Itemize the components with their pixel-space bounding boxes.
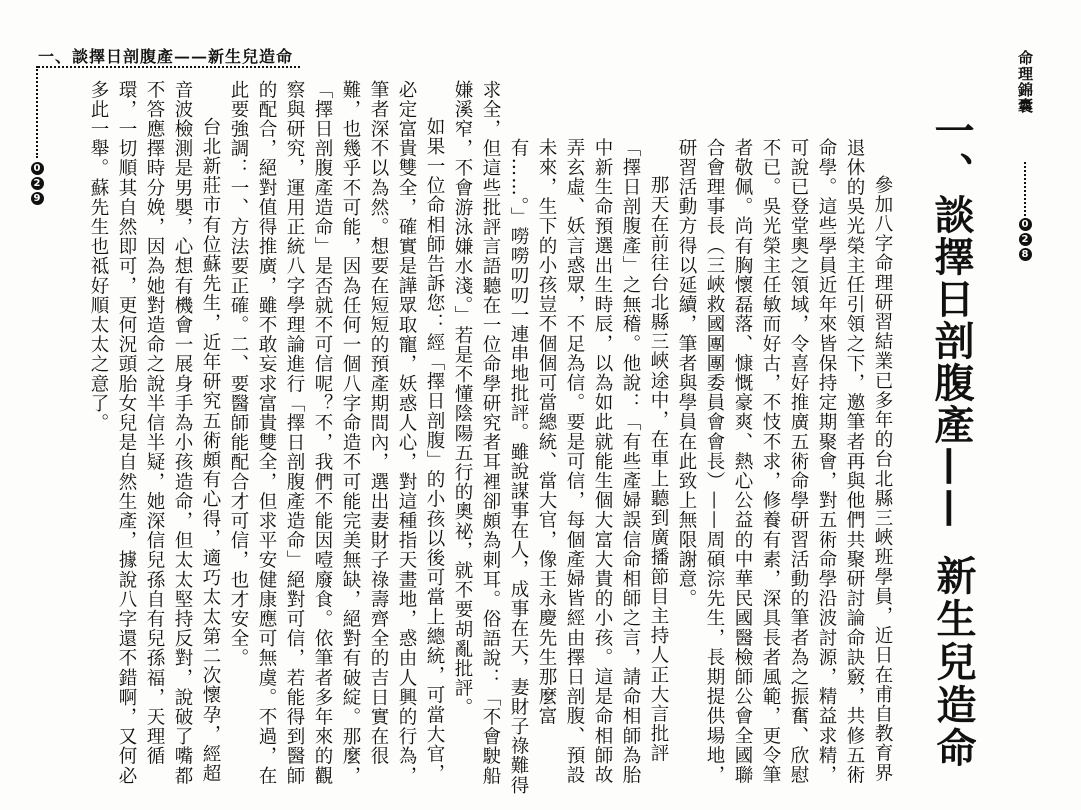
paragraph: 台北新莊市有位蘇先生，近年研究五術頗有心得，適巧太太第二次懷孕，經超音波檢測是男嬰，心想有機會一展身手為小孩造命，但太太堅持反對，說破了嘴都不答應擇時分娩，因為她對造命之說半信半疑，她深信兒孫自有兒孫福，天理循環，一切順其自然即可，更何況頭胎女兒是自然生產，據說八字還不錯啊，又何必多此一舉。蘇先生也祗好順太太之意了。 bbox=[88, 80, 221, 786]
chapter-subtitle: 新生兒造命 bbox=[930, 555, 977, 770]
right-page-body bbox=[508, 138, 896, 798]
left-page-body bbox=[66, 80, 504, 798]
chapter-title-dash: —— bbox=[928, 446, 975, 530]
dotted-divider-right bbox=[1024, 162, 1026, 224]
paragraph: 求全，但這些批評言語聽在一位命學研究者耳裡卻頗為刺耳。俗語說：「不會駛船嫌溪窄，不會游泳嫌水淺。」若是不懂陰陽五行的奧祕，就不要胡亂批評。 bbox=[452, 80, 501, 786]
chapter-title-text: 一、談擇日剖腹產 bbox=[928, 110, 975, 446]
header-dotted-rule bbox=[38, 66, 300, 68]
page-digit: 8 bbox=[1019, 248, 1032, 261]
dotted-divider-left bbox=[36, 66, 38, 158]
page-digit: 0 bbox=[31, 162, 44, 175]
page-number-left bbox=[28, 162, 46, 205]
book-title: 命理錦囊 bbox=[1016, 50, 1034, 114]
page-digit: 2 bbox=[1019, 233, 1032, 246]
paragraph: 如果一位命相師告訴您：經「擇日剖腹」的小孩以後可當上總統，可當大官，必定富貴雙全，確實是譁眾取寵，妖惑人心，對這種指天畫地，惑由人興的行為，筆者深不以為然。想要在短短的預產期間內，選出妻財子祿壽齊全的吉日實在很難，也幾乎不可能，因為任何一個八字命造不可能完美無缺，絕對有破綻。那麼，「擇日剖腹產造命」是否就不可信呢？不，我們不能因噎廢食。依筆者多年來的觀察與研究，運用正統八字學理論進行「擇日剖腹產造命」絕對可信，若能得到醫師的配合，絕對值得推廣，雖不敢妄求富貴雙全，但求平安健康應可無虞。不過，在此要強調：一、方法要正確。二、要醫師能配合才可信，也才安全。 bbox=[228, 80, 445, 786]
page-number-right bbox=[1016, 218, 1034, 261]
page-digit: 0 bbox=[1019, 218, 1032, 231]
paragraph: 參加八字命理研習結業已多年的台北縣三峽班學員，近日在甫自教育界退休的吳光榮主任引領之下，邀筆者再與他們共聚研討論命訣竅，共修五術命學。這些學員近年來皆保持定期聚會，對五術命學沿波討源，精益求精，可說已登堂奧之領域，令喜好推廣五術命學研習活動的筆者為之振奮、欣慰不已。吳光榮主任敏而好古，不忮不求，修養有素，深具長者風範，更令筆者敬佩。尚有胸懷磊落、慷慨豪爽、熱心公益的中華民國醫檢師公會全國聯合會理事長（三峽救國團團委員會會長）——周碩淙先生，長期提供場地，研習活動方得以延續，筆者與學員在此致上無限謝意。 bbox=[676, 138, 893, 785]
page-digit: 9 bbox=[31, 192, 44, 205]
page-digit: 2 bbox=[31, 177, 44, 190]
paragraph: 那天在前往台北縣三峽途中，在車上聽到廣播節目主持人正大言批評「擇日剖腹產」之無稽。他說：「有些產婦誤信命相師之言，請命相師為胎中新生命預選出生時辰，以為如此就能生個大富大貴的小孩。這是命相師故弄玄虛、妖言惑眾，不足為信。要是可信，每個產婦皆經由擇日剖腹、預設未來，生下的小孩豈不個個可當總統、當大官，像王永慶先生那麼富有……。」嘮嘮叨叨一連串地批評。雖說謀事在人，成事在天，妻財子祿難得 bbox=[508, 138, 669, 796]
chapter-title bbox=[926, 110, 976, 580]
running-header: 一、談擇日剖腹產——新生兒造命 bbox=[38, 47, 294, 66]
